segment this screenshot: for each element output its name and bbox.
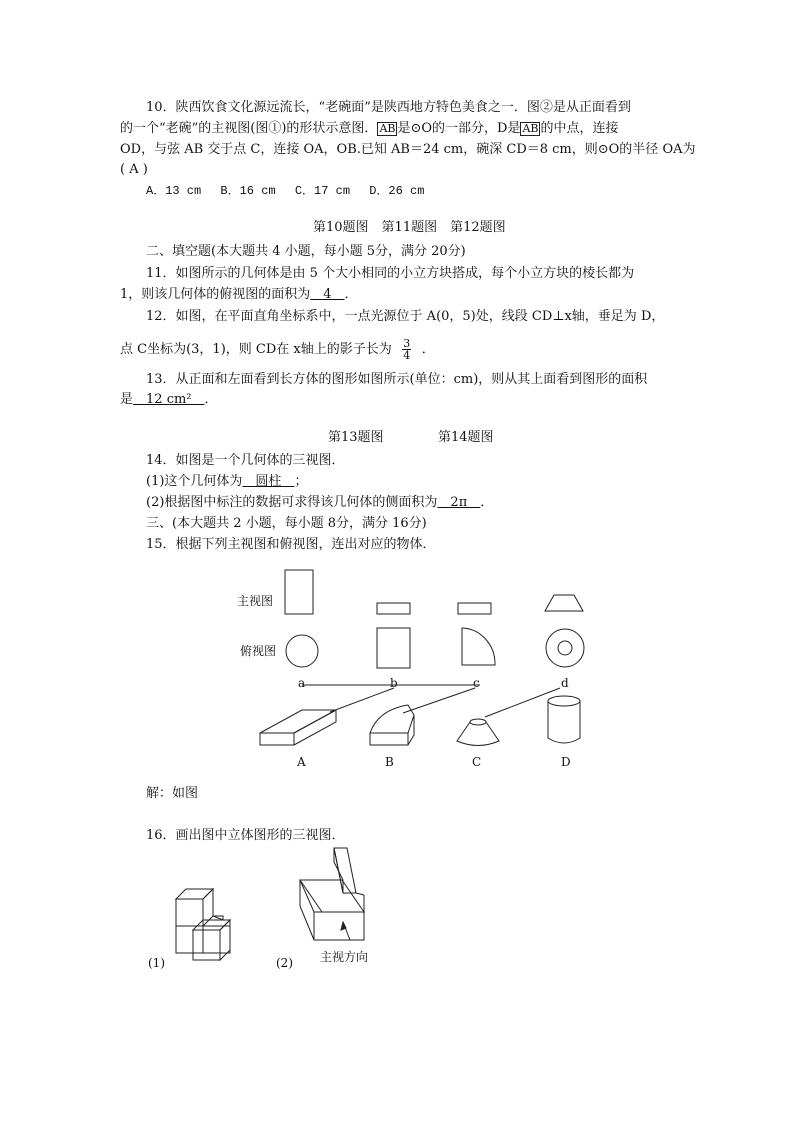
label-big-c: C [472,755,482,769]
q14-text2: (2)根据图中标注的数据可求得该几何体的侧面积为 [146,495,438,510]
q14-text1: (1)这个几何体为 [146,474,243,489]
q16-arrow-label: 主视方向 [320,950,369,964]
solid-a-top [260,710,336,733]
label-big-d: D [561,755,571,769]
q16-line1: 16．画出图中立体图形的三视图． [146,828,345,843]
q10-line2c: 的中点，连接 [540,121,619,136]
q15-line1: 15．根据下列主视图和俯视图，连出对应的物体． [146,537,436,552]
label-small-d: d [561,676,569,690]
arc-ab-2: AB [522,122,539,135]
q14-end1: ； [294,474,308,489]
q16-l-solid [300,848,364,940]
solid-b-edge [370,715,414,733]
q14-answer2: 2π [437,495,481,510]
q11-text: 1，则该几何体的俯视图的面积为 [120,287,311,302]
q12-end: ． [421,342,435,357]
q14-end2: ． [480,495,494,510]
front-view-b [377,603,410,614]
q10-line1: 10．陕西饮食文化源远流长，“老碗面”是陕西地方特色美食之一．图②是从正面看到 [146,100,631,115]
q12-frac-den: 4 [403,349,411,362]
connect-c-B [403,688,475,713]
top-view-c [462,628,495,665]
label-small-a: a [298,676,306,690]
q13-end: ． [204,392,218,407]
q16-fig2-label: (2) [276,956,293,970]
q12-line1: 12．如图，在平面直角坐标系中，一点光源位于 A(0，5)处，线段 CD⊥x轴，垂足为 D， [146,309,665,324]
label-top-view: 俯视图 [240,644,277,658]
section-3-heading: 三、(本大题共 2 小题，每小题 8分，满分 16分) [146,516,427,531]
label-big-a: A [297,755,306,769]
q13-answer: 12 cm² [133,392,205,407]
solid-a-side [294,710,336,745]
top-view-d-outer [546,629,584,667]
top-view-a [286,635,318,667]
solid-c-body [457,722,499,746]
q10-line2b: 是⊙O的一部分，D是 [397,121,521,136]
solid-d-top [548,696,580,706]
q14-answer1: 圆柱 [242,474,295,489]
top-view-b [377,628,410,668]
top-view-d-inner [558,641,572,655]
q12-text: 点 C坐标为(3，1)，则 CD在 x轴上的影子长为 [120,342,392,357]
q16-cubes [176,889,230,960]
connect-b-A [330,688,394,712]
solid-c-top [470,719,486,725]
label-small-b: b [390,676,398,690]
fig-label-13: 第13题图 [328,430,384,445]
front-view-c [458,603,491,614]
front-view-d [545,595,583,611]
solid-a-front [260,733,294,745]
q13-text: 是 [120,392,134,407]
q14-line1: 14．如图是一个几何体的三视图． [146,453,345,468]
solid-d-body [548,701,580,743]
q12-frac-num: 3 [403,337,411,350]
section-2-heading: 二、填空题(本大题共 4 小题，每小题 5分，满分 20分) [146,244,466,259]
q11-line1: 11．如图所示的几何体是由 5 个大小相同的小立方块搭成，每个小立方块的棱长都为 [146,266,635,281]
label-big-b: B [385,755,394,769]
q13-line1: 13．从正面和左面看到长方体的图形如图所示(单位：cm)，则从其上面看到图形的面积 [146,372,648,387]
q10-options: A．13 cm B．16 cm C．17 cm D．26 cm [146,184,425,198]
fig-label-14: 第14题图 [438,430,494,445]
q16-fig1-label: (1) [148,956,165,970]
arc-ab-1: AB [379,122,396,135]
q10-answer: ( A ) [120,162,148,177]
label-small-c: c [473,676,480,690]
q11-end: ． [344,287,358,302]
front-view-a [285,570,313,614]
label-front-view: 主视图 [237,594,274,608]
q15-solution: 解：如图 [146,786,199,801]
q11-answer: 4 [310,287,345,302]
fig-labels-10-12: 第10题图 第11题图 第12题图 [313,220,506,235]
q10-line3: OD，与弦 AB 交于点 C，连接 OA，OB.已知 AB＝24 cm，碗深 CD＝8 cm，则⊙O的半径 OA为 [120,142,696,157]
q10-line2a: 的一个“老碗”的主视图(图①)的形状示意图． [120,121,378,136]
